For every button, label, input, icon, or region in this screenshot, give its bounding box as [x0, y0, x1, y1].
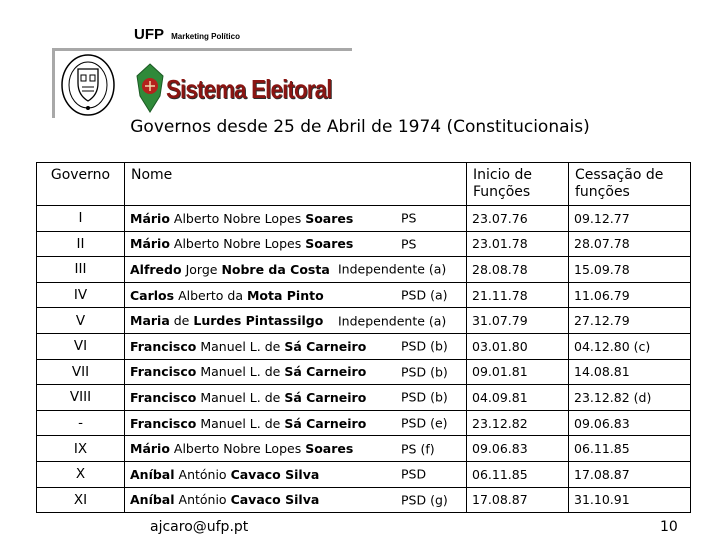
governo-cell: XI [37, 487, 125, 513]
name-first: Maria [130, 313, 170, 329]
party-label: PS [401, 236, 417, 252]
governo-cell: I [37, 206, 125, 232]
name-middle: Alberto Nobre Lopes [173, 236, 302, 252]
cessacao-cell: 15.09.78 [569, 257, 691, 283]
party-label: PSD (b) [401, 338, 448, 354]
ufp-seal-logo [60, 53, 116, 117]
inicio-cell: 03.01.80 [467, 333, 569, 359]
name-last: Sá Carneiro [284, 389, 367, 405]
nome-cell [125, 333, 467, 359]
inicio-cell: 17.08.87 [467, 487, 569, 513]
governo-cell: IX [37, 436, 125, 462]
cessacao-cell: 31.10.91 [569, 487, 691, 513]
name-middle: Manuel L. de [200, 364, 281, 380]
party-label: Independente (a) [338, 261, 447, 277]
name-first: Alfredo [130, 261, 182, 277]
page-title: Governos desde 25 de Abril de 1974 (Constitucionais) [130, 117, 590, 137]
header-rule-horizontal [52, 48, 352, 51]
name-middle: Manuel L. de [200, 338, 281, 354]
inicio-cell: 09.01.81 [467, 359, 569, 385]
name-middle: Manuel L. de [200, 389, 281, 405]
org-subtitle: Marketing Político [171, 32, 240, 41]
name-first: Carlos [130, 287, 175, 303]
cessacao-cell: 17.08.87 [569, 461, 691, 487]
table-header-row [37, 163, 691, 206]
table-row [37, 385, 691, 411]
table-row [37, 359, 691, 385]
governments-table-wrapper [36, 162, 691, 513]
page-number: 10 [660, 519, 678, 535]
header-title [134, 24, 240, 43]
name-last: Sá Carneiro [284, 415, 367, 431]
table-row [37, 487, 691, 513]
name-first: Aníbal [130, 466, 175, 482]
sistema-eleitoral-emblem [135, 62, 165, 114]
name-last: Sá Carneiro [284, 364, 367, 380]
name-last: Lurdes Pintassilgo [193, 313, 324, 329]
name-last: Soares [305, 236, 354, 252]
table-row [37, 206, 691, 232]
nome-cell [125, 410, 467, 436]
name-last: Soares [305, 210, 354, 226]
org-name: UFP [134, 26, 164, 43]
inicio-cell: 23.12.82 [467, 410, 569, 436]
cessacao-cell: 04.12.80 (c) [569, 333, 691, 359]
governo-cell: V [37, 308, 125, 334]
name-last: Cavaco Silva [230, 492, 320, 508]
table-row [37, 333, 691, 359]
inicio-cell: 09.06.83 [467, 436, 569, 462]
name-middle: de [173, 313, 190, 329]
cessacao-cell: 14.08.81 [569, 359, 691, 385]
nome-cell [125, 461, 467, 487]
brand-wordmark: Sistema Eleitoral [166, 74, 332, 104]
party-label: Independente (a) [338, 313, 447, 329]
name-middle: Alberto Nobre Lopes [173, 210, 302, 226]
name-last: Mota Pinto [246, 287, 324, 303]
header-nome: Nome [125, 163, 467, 206]
party-label: PS (f) [401, 441, 435, 457]
name-last: Soares [305, 441, 354, 457]
inicio-cell: 23.01.78 [467, 231, 569, 257]
party-label: PSD (b) [401, 389, 448, 405]
name-first: Aníbal [130, 492, 175, 508]
name-first: Mário [130, 441, 170, 457]
governo-cell: VI [37, 333, 125, 359]
table-row [37, 282, 691, 308]
nome-cell [125, 359, 467, 385]
header-governo: Governo [37, 163, 125, 206]
governo-cell: X [37, 461, 125, 487]
inicio-cell: 31.07.79 [467, 308, 569, 334]
party-label: PSD (b) [401, 364, 448, 380]
party-label: PSD [401, 466, 427, 482]
nome-cell [125, 436, 467, 462]
inicio-cell: 23.07.76 [467, 206, 569, 232]
cessacao-cell: 28.07.78 [569, 231, 691, 257]
table-row [37, 461, 691, 487]
party-label: PSD (g) [401, 492, 448, 508]
name-first: Mário [130, 210, 170, 226]
cessacao-cell: 27.12.79 [569, 308, 691, 334]
cessacao-cell: 11.06.79 [569, 282, 691, 308]
party-label: PS [401, 210, 417, 226]
name-first: Francisco [130, 338, 197, 354]
governo-cell: VII [37, 359, 125, 385]
name-first: Francisco [130, 389, 197, 405]
name-first: Francisco [130, 415, 197, 431]
party-label: PSD (a) [401, 287, 448, 303]
table-row [37, 231, 691, 257]
cessacao-cell: 23.12.82 (d) [569, 385, 691, 411]
table-row [37, 436, 691, 462]
nome-cell [125, 206, 467, 232]
inicio-cell: 04.09.81 [467, 385, 569, 411]
inicio-cell: 06.11.85 [467, 461, 569, 487]
name-first: Francisco [130, 364, 197, 380]
name-last: Sá Carneiro [284, 338, 367, 354]
name-middle: António [178, 492, 227, 508]
table-row [37, 308, 691, 334]
governo-cell: III [37, 257, 125, 283]
name-last: Cavaco Silva [230, 466, 320, 482]
table-row [37, 257, 691, 283]
governo-cell: II [37, 231, 125, 257]
nome-cell [125, 385, 467, 411]
nome-cell [125, 231, 467, 257]
footer-email: ajcaro@ufp.pt [150, 519, 249, 535]
name-last: Nobre da Costa [221, 261, 330, 277]
name-middle: Jorge [185, 261, 218, 277]
nome-cell [125, 257, 467, 283]
governo-cell: IV [37, 282, 125, 308]
table-row [37, 410, 691, 436]
name-middle: Alberto da [178, 287, 243, 303]
governo-cell: VIII [37, 385, 125, 411]
cessacao-cell: 06.11.85 [569, 436, 691, 462]
name-middle: Manuel L. de [200, 415, 281, 431]
name-middle: António [178, 466, 227, 482]
name-middle: Alberto Nobre Lopes [173, 441, 302, 457]
nome-cell [125, 282, 467, 308]
header-cessacao: Cessação de funções [569, 163, 691, 206]
nome-cell [125, 308, 467, 334]
inicio-cell: 28.08.78 [467, 257, 569, 283]
nome-cell [125, 487, 467, 513]
governments-table [36, 162, 691, 513]
header-rule-vertical [52, 48, 55, 118]
header-inicio: Inicio de Funções [467, 163, 569, 206]
inicio-cell: 21.11.78 [467, 282, 569, 308]
party-label: PSD (e) [401, 415, 448, 431]
governo-cell: - [37, 410, 125, 436]
cessacao-cell: 09.12.77 [569, 206, 691, 232]
cessacao-cell: 09.06.83 [569, 410, 691, 436]
name-first: Mário [130, 236, 170, 252]
